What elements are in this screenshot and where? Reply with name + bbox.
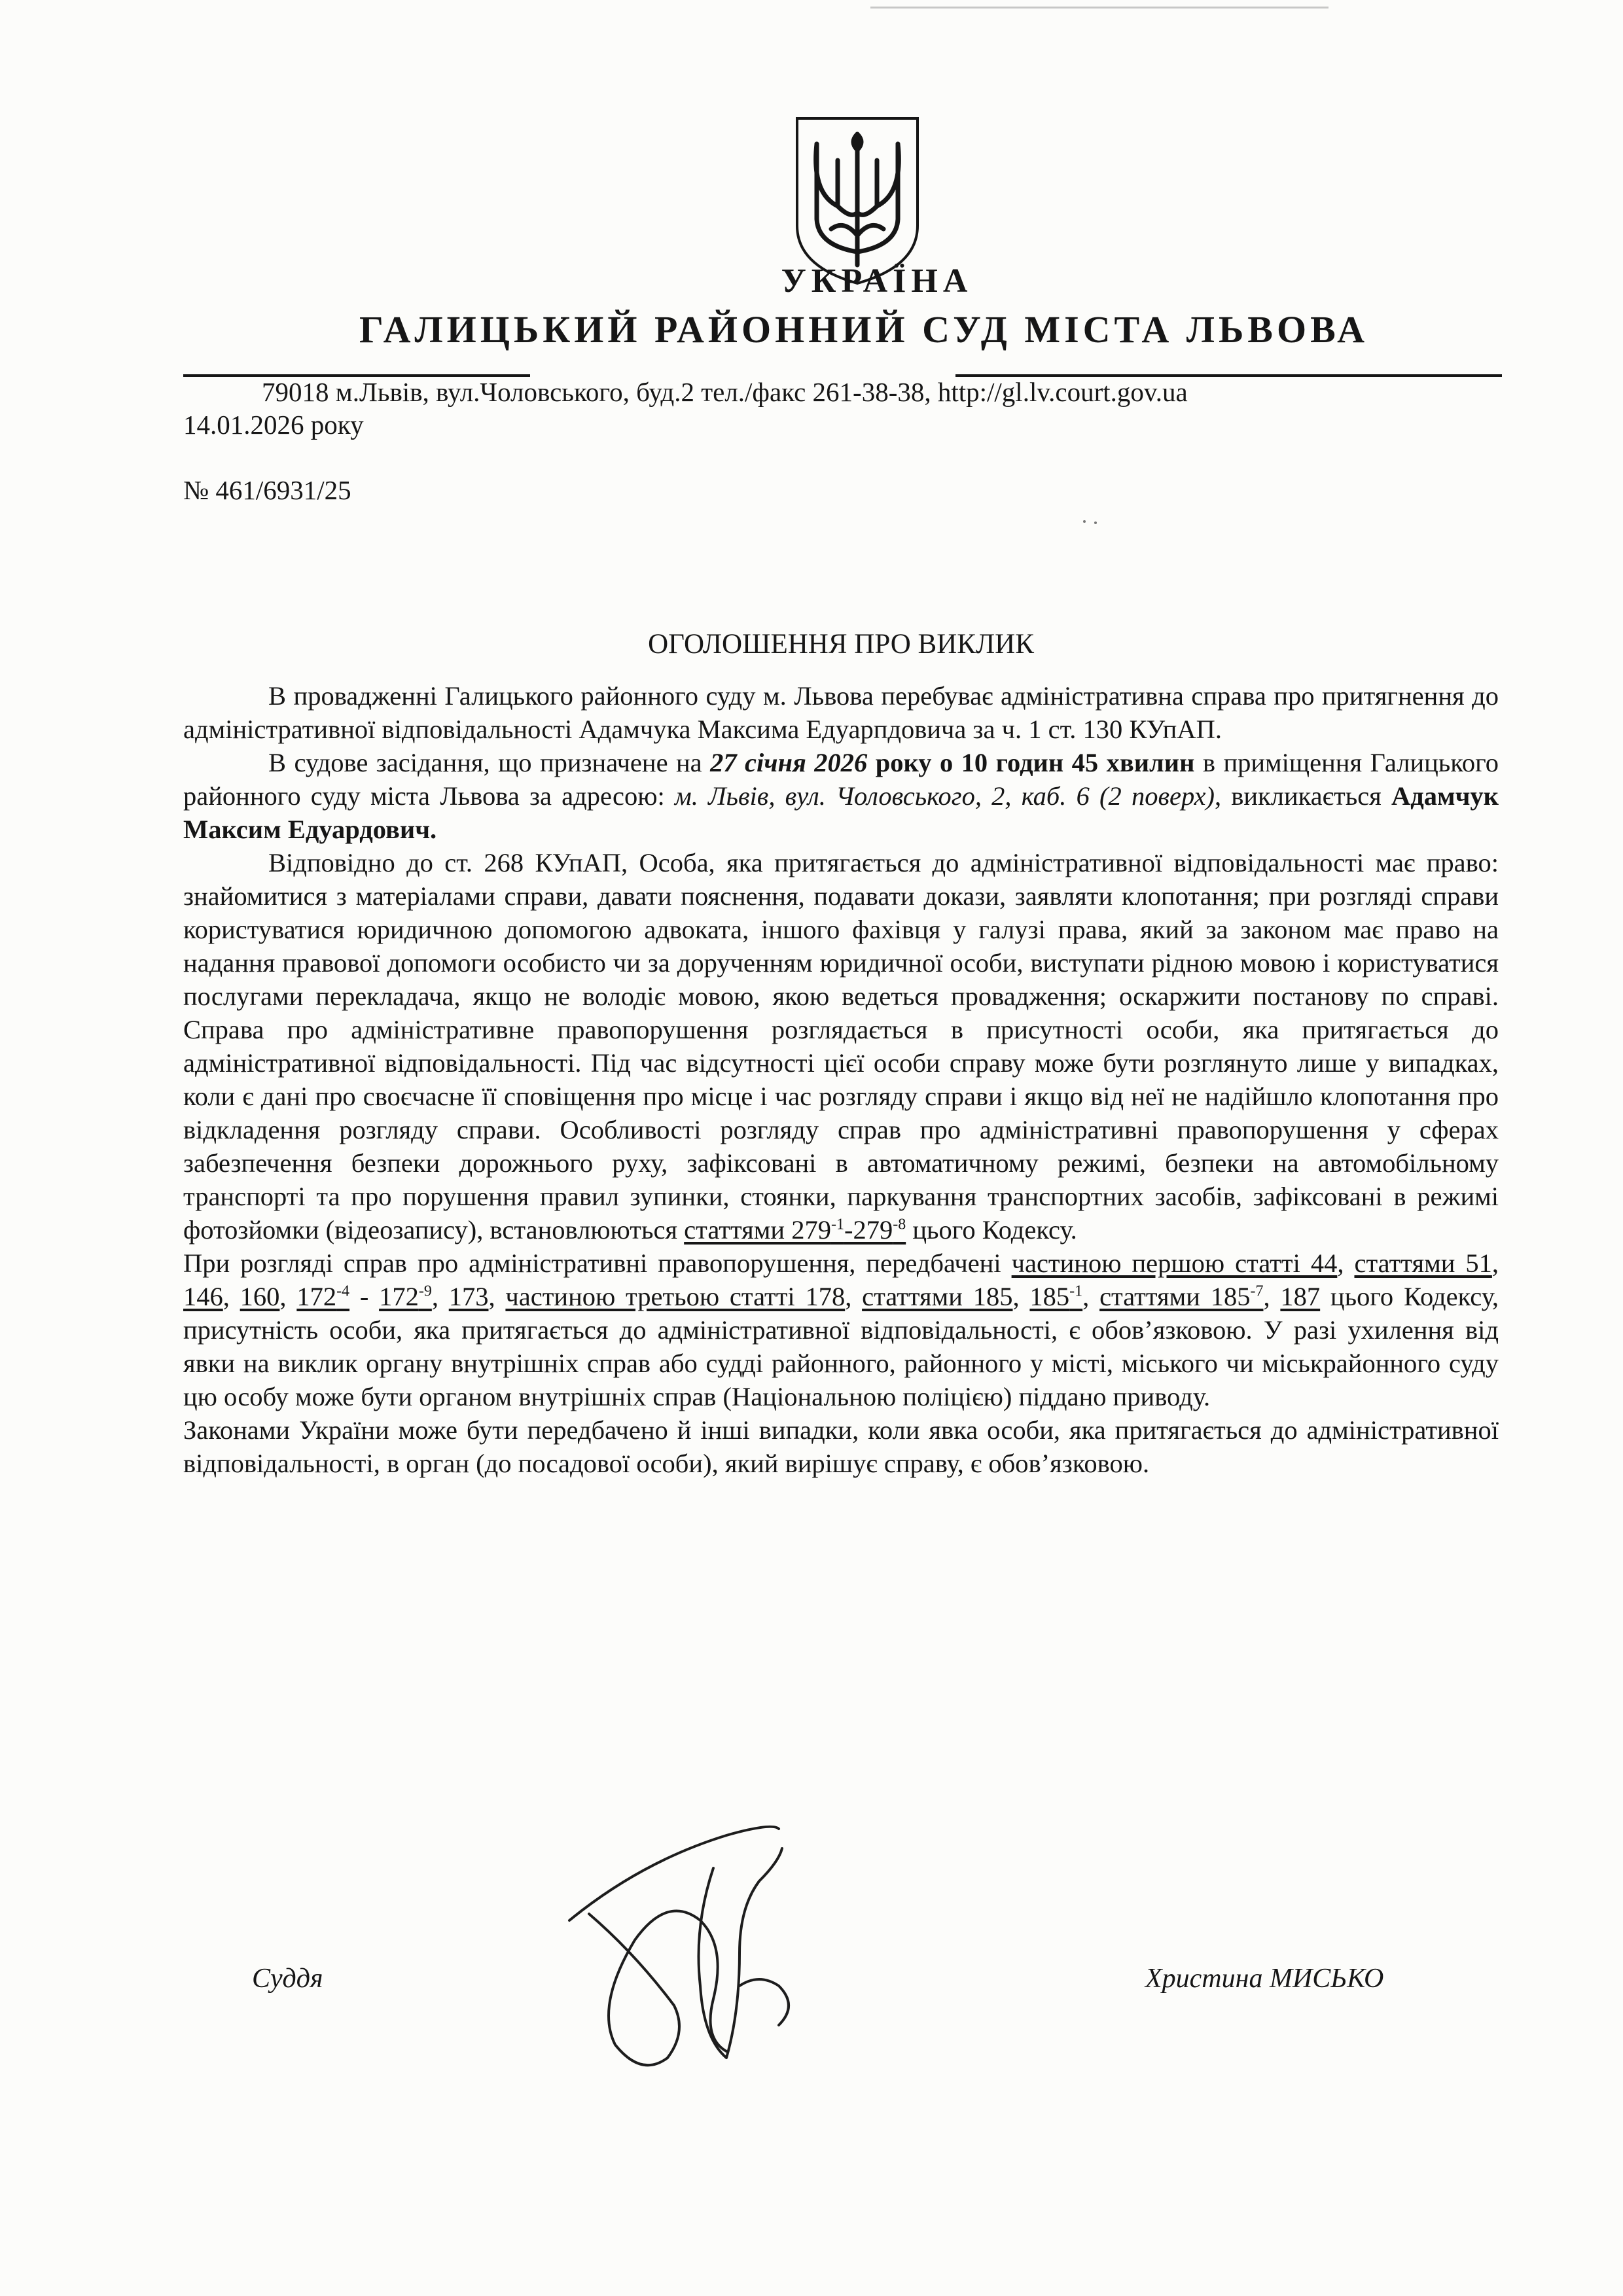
separator: , (1012, 1282, 1030, 1311)
law-reference-link[interactable]: частиною третьою статті 178 (505, 1282, 846, 1311)
separator: , (223, 1282, 240, 1311)
summoned-person: Адамчук Максим Едуардович. (183, 781, 1499, 844)
judge-role: Суддя (252, 1964, 323, 1994)
paragraph-rights (183, 846, 1499, 1246)
paragraph-mandatory-presence (183, 1246, 1499, 1413)
scan-artifact (870, 7, 1329, 9)
separator: - (349, 1282, 380, 1311)
law-reference-link[interactable]: частиною першою статті 44 (1011, 1248, 1338, 1278)
judge-name: Христина МИСЬКО (1145, 1964, 1384, 1994)
separator: , (845, 1282, 863, 1311)
law-reference-link[interactable]: 187 (1280, 1282, 1321, 1311)
link-sup: -4 (336, 1282, 350, 1300)
separator: , (1082, 1282, 1100, 1311)
law-reference-link[interactable] (296, 1282, 349, 1311)
scan-artifact (1094, 521, 1097, 524)
separator: , (1491, 1248, 1499, 1278)
text-run: , викликається (1214, 781, 1392, 811)
text-run: цього Кодексу, присутність особи, яка притягається до адміністративної відповідальності, є обов’язковою. У разі ухилення від явки на виклик органу внутрішніх справ або судді районного, районного у місті, міського чи міськрайонного суду цю особу може бути органом внутрішніх справ (Національною поліцією) піддано приводу. (183, 1282, 1499, 1411)
text-run: При розгляді справ про адміністративні правопорушення, передбачені (183, 1248, 1012, 1278)
separator: , (431, 1282, 449, 1311)
separator: , (488, 1282, 506, 1311)
text-run: цього Кодексу. (906, 1215, 1077, 1245)
link-sup: -9 (418, 1282, 432, 1300)
link-text: 185 (1029, 1282, 1070, 1311)
document-title: ОГОЛОШЕННЯ ПРО ВИКЛИК (648, 629, 1034, 660)
link-sup: -1 (830, 1216, 844, 1233)
separator: , (1263, 1282, 1281, 1311)
case-number: № 461/6931/25 (183, 475, 351, 505)
separator: , (279, 1282, 297, 1311)
link-text: 172 (296, 1282, 337, 1311)
text-run: В судове засідання, що призначене на (268, 748, 711, 777)
court-address: 79018 м.Львів, вул.Чоловського, буд.2 тел./факс 261-38-38, http://gl.lv.court.gov.ua (262, 377, 1188, 407)
text-run: Відповідно до ст. 268 КУпАП, Особа, яка притягається до адміністративної відповідальності має право: знайомитися з матеріалами справи, давати пояснення, подавати докази, заявляти клопотання; при розгляді справи користуватися юридичною допомогою адвоката, іншого фахівця у галузі права, який за законом має право на надання правової допомоги особисто чи за дорученням юридичної особи, виступати рідною мовою і користуватися послугами перекладача, якщо не володіє мовою, якою ведеться провадження; оскаржити постанову по справі. Справа про адміністративне правопорушення розглядається в присутності особи, яка притягається до адміністративної відповідальності. Під час відсутності цієї особи справу може бути розглянуто лише у випадках, коли є дані про своєчасне її сповіщення про місце і час розгляду справи і якщо від неї не надійшло клопотання про відкладення розгляду справи. Особливості розгляду справ про адміністративні правопорушення у сферах забезпечення безпеки дорожнього руху, зафіксовані в автоматичному режимі, безпеки на автомобільному транспорті та про порушення правил зупинки, стоянки, паркування транспортних засобів, зафіксовані в режимі фотозйомки (відеозапису), встановлюються (183, 848, 1499, 1245)
link-text: статтями 279 (684, 1215, 831, 1245)
hearing-time: року о 10 годин 45 хвилин (867, 748, 1195, 777)
paragraph-hearing-details (183, 746, 1499, 846)
link-text: статтями 185 (1099, 1282, 1251, 1311)
handwritten-signature (563, 1822, 838, 2077)
law-reference-link[interactable]: 146 (183, 1282, 223, 1311)
link-sup: -1 (1069, 1282, 1083, 1300)
link-text: 172 (379, 1282, 419, 1311)
law-reference-link[interactable]: 160 (240, 1282, 280, 1311)
separator: , (1337, 1248, 1355, 1278)
law-reference-link[interactable]: 173 (448, 1282, 489, 1311)
law-reference-link[interactable]: статтями 51 (1354, 1248, 1492, 1278)
law-reference-link[interactable]: статтями 185 (862, 1282, 1013, 1311)
text-run: в приміщення Галицького районного суду міста Львова за адресою: (183, 748, 1499, 811)
court-name-heading: ГАЛИЦЬКИЙ РАЙОННИЙ СУД МІСТА ЛЬВОВА (359, 308, 1369, 351)
link-text: -279 (844, 1215, 893, 1245)
country-heading: УКРАЇНА (781, 262, 973, 300)
hearing-address: м. Львів, вул. Чоловського, 2, каб. 6 (2 поверх) (674, 781, 1215, 811)
scan-artifact (1083, 520, 1086, 523)
paragraph-case-info: В провадженні Галицького районного суду м. Львова перебуває адміністративна справа про притягнення до адміністративної відповідальності Адамчука Максима Едуарпдовича за ч. 1 ст. 130 КУпАП. (183, 681, 1499, 744)
link-sup: -7 (1250, 1282, 1264, 1300)
document-date: 14.01.2026 року (183, 410, 364, 440)
paragraph-other-cases: Законами України може бути передбачено й інші випадки, коли явка особи, яка притягається до адміністративної відповідальності, в орган (до посадової особи), який вирішує справу, є обов’язковою. (183, 1415, 1499, 1478)
law-reference-link[interactable] (1099, 1282, 1263, 1311)
law-reference-link[interactable] (379, 1282, 432, 1311)
document-body (183, 679, 1499, 1480)
hearing-date: 27 січня 2026 (710, 748, 868, 777)
law-reference-link[interactable] (1029, 1282, 1082, 1311)
link-sup: -8 (893, 1216, 906, 1233)
law-reference-link[interactable] (684, 1215, 906, 1245)
